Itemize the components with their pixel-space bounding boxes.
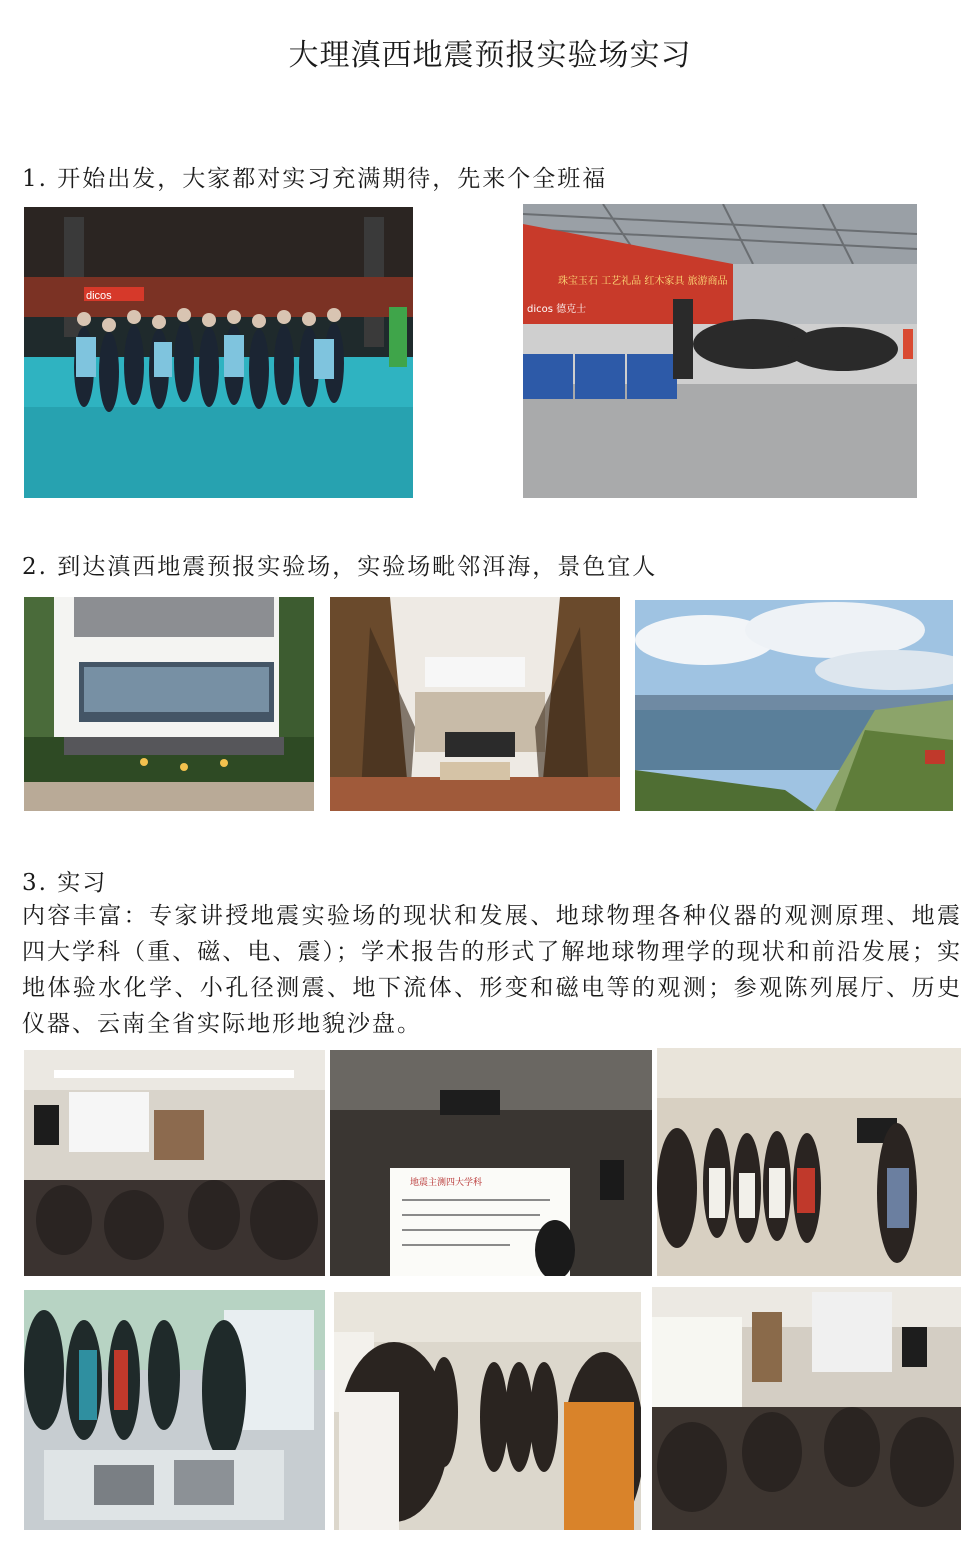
erhai-lake-photo: [635, 600, 953, 811]
waiting-hall-photo: [523, 204, 917, 498]
dicos-sign-text-2: dicos 德克士: [527, 304, 587, 315]
page-title: 大理滇西地震预报实验场实习: [288, 38, 692, 73]
lecture-room-photo-1: [24, 1050, 325, 1276]
section-2-heading: 2. 到达滇西地震预报实验场，实验场毗邻洱海，景色宜人: [22, 554, 658, 580]
lecture-room-photo-2: [652, 1287, 961, 1530]
group-photo-station: [24, 207, 413, 498]
dicos-sign-text: dicos: [86, 290, 112, 302]
section-3-heading: 3. 实习: [22, 870, 108, 896]
instrument-demo-photo: [24, 1290, 325, 1530]
station-building-photo: [24, 597, 314, 811]
lecture-slide-photo: [330, 1050, 652, 1276]
section-1-heading: 1. 开始出发，大家都对实习充满期待，先来个全班福: [22, 166, 608, 192]
group-listening-photo: [657, 1048, 961, 1276]
students-standing-photo: [334, 1292, 641, 1530]
section-3-paragraph: 内容丰富：专家讲授地震实验场的现状和发展、地球物理各种仪器的观测原理、地震四大学科（重、磁、电、震）；学术报告的形式了解地球物理学的现状和前沿发展；实地体验水化学、小孔径测震、地下流体、形变和磁电等的观测；参观陈列展厅、历史仪器、云南全省实际地形地貌沙盘。: [22, 903, 962, 1037]
slide-title-text: 地震主测四大学科: [410, 1178, 483, 1188]
mall-sign-text: 珠宝玉石 工艺礼品 红木家具 旅游商品: [558, 276, 728, 287]
staircase-hall-photo: [330, 597, 620, 811]
